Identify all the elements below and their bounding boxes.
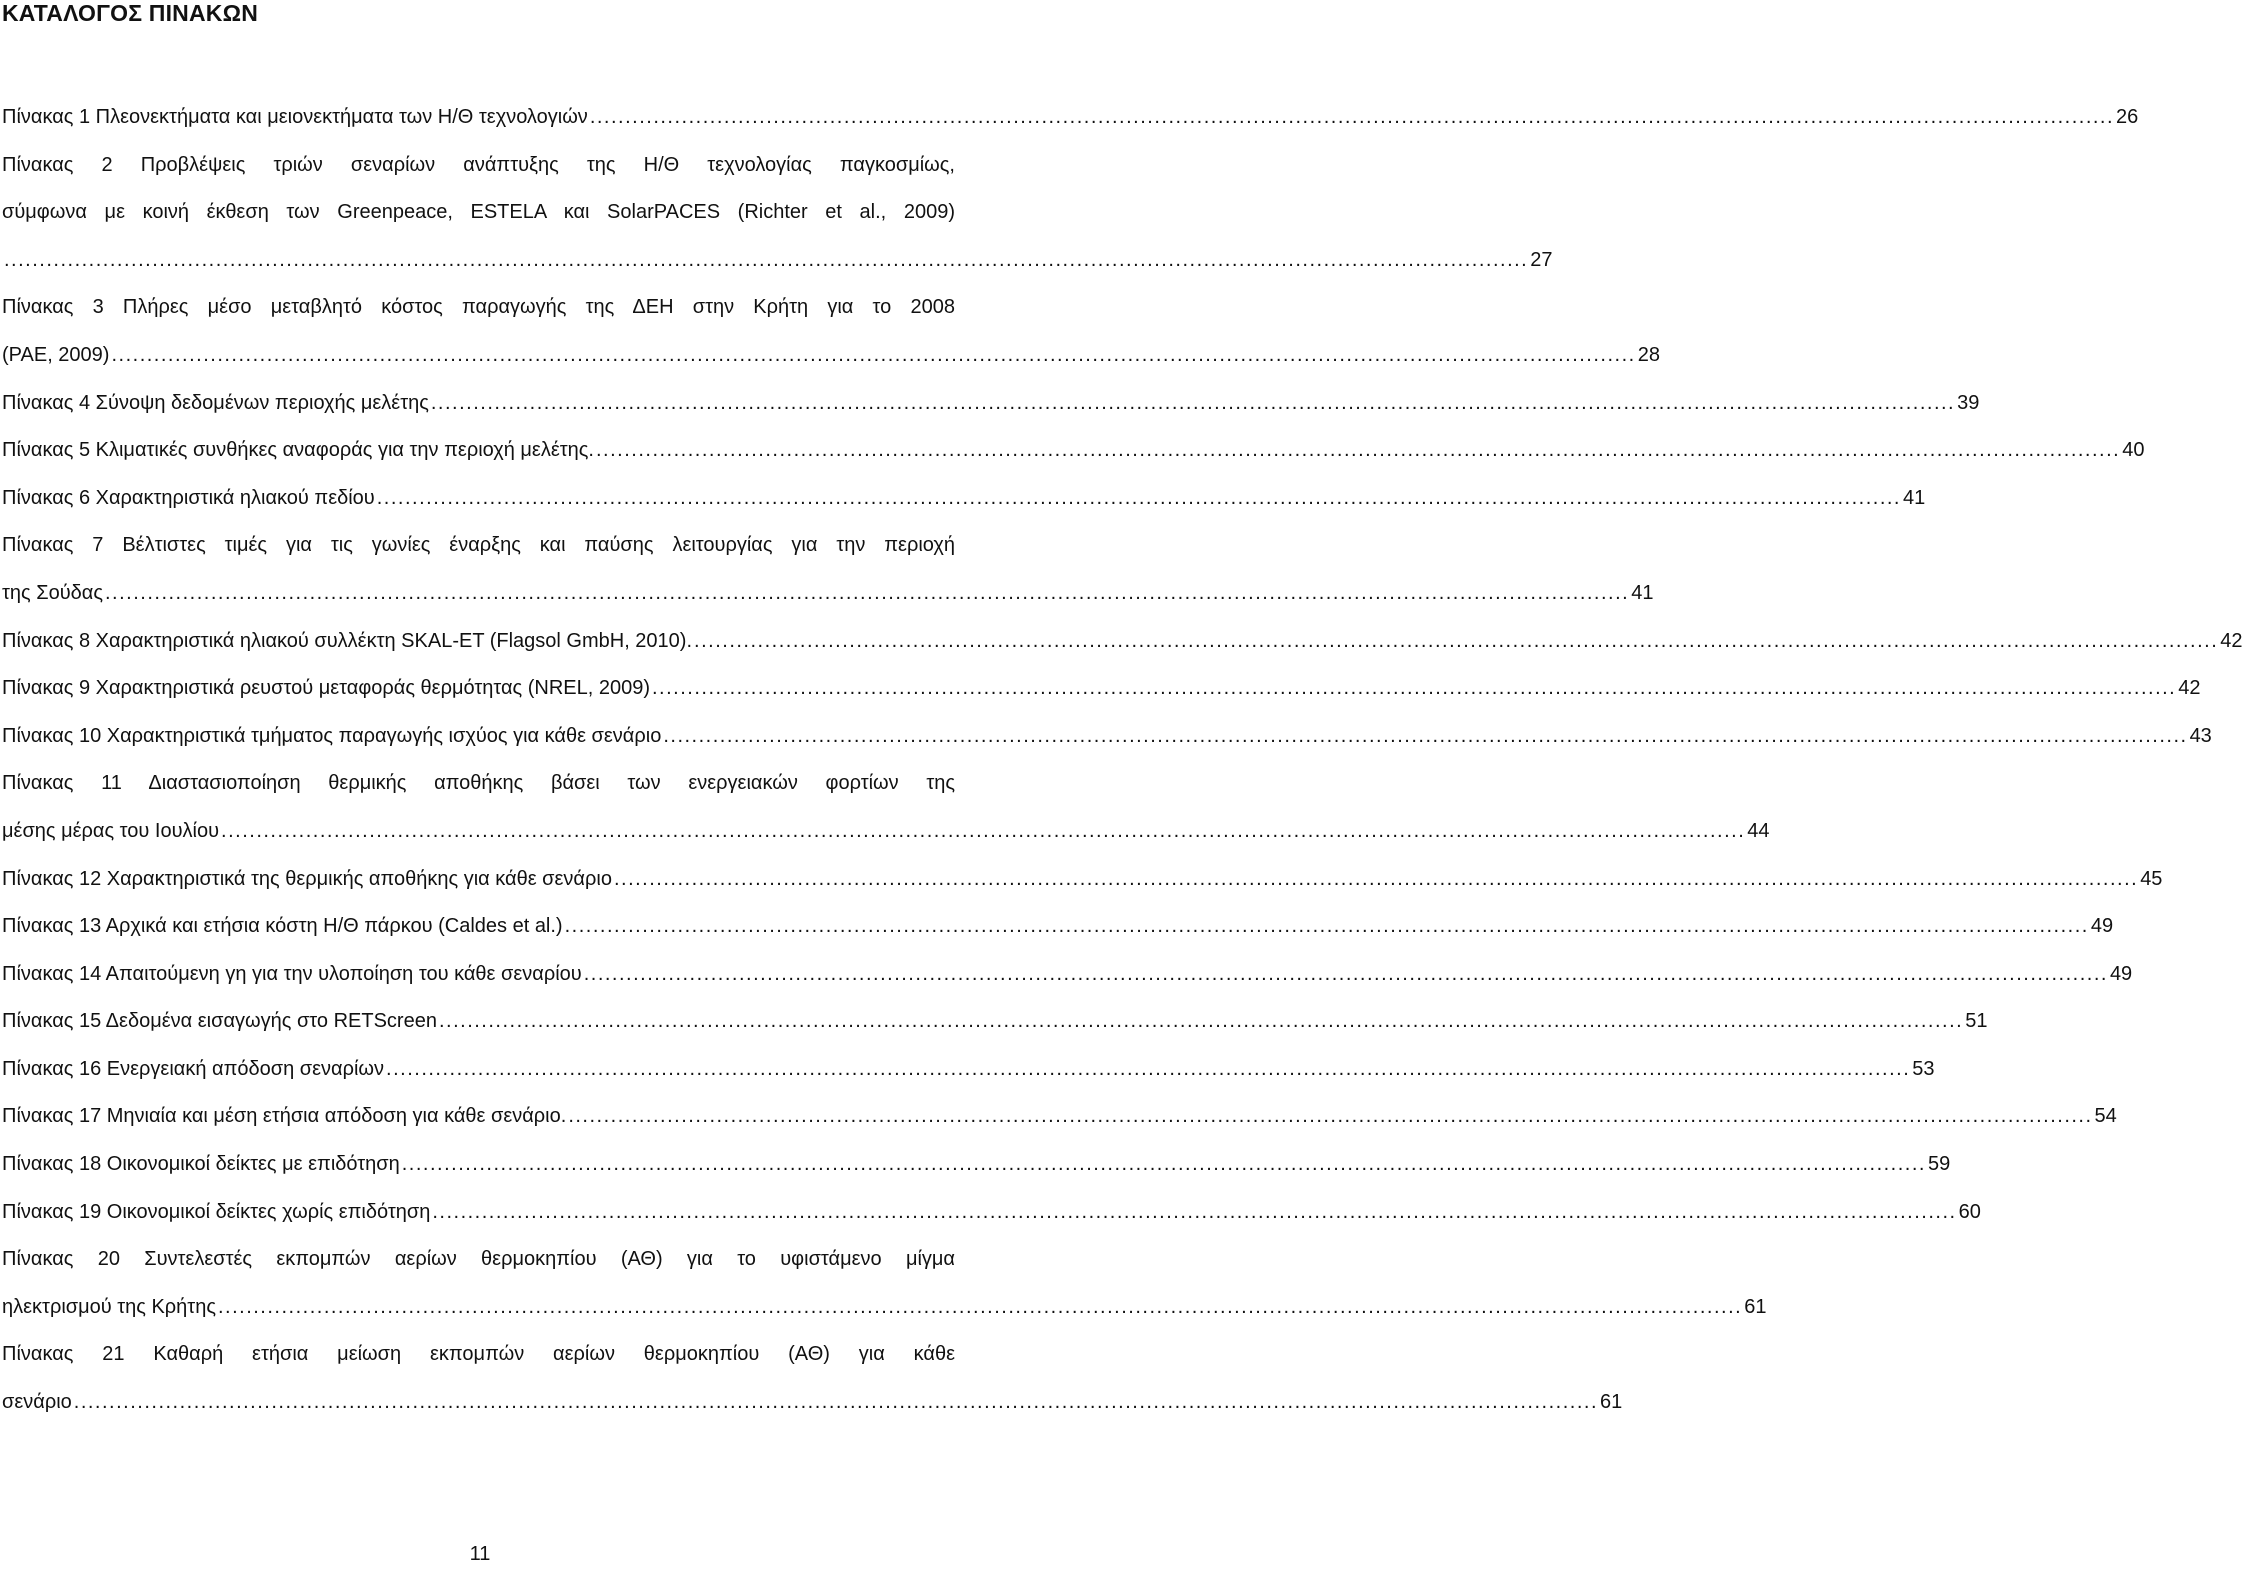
toc-entry-page: 49 bbox=[2090, 915, 2114, 938]
toc-entry-text: της Σούδας bbox=[2, 581, 103, 604]
toc-entry-13[interactable] bbox=[2, 903, 2114, 951]
toc-entry-page: 54 bbox=[2094, 1105, 2117, 1128]
toc-entry-page: 59 bbox=[1927, 1153, 1951, 1176]
toc-dot-leader bbox=[566, 1093, 2092, 1141]
toc-entry-text: Πίνακας 12 Χαρακτηριστικά της θερμικής αποθήκης για κάθε σενάριο bbox=[2, 867, 612, 890]
toc-entry-3-line2[interactable] bbox=[2, 332, 1660, 380]
toc-entry-7-line1[interactable]: Πίνακας 7 Βέλτιστες τιμές για τις γωνίες έναρξης και παύσης λειτουργίας για την περιοχή bbox=[2, 534, 955, 557]
toc-dot-leader bbox=[588, 94, 2114, 142]
toc-entry-page: 28 bbox=[1637, 343, 1660, 366]
toc-entry-17[interactable] bbox=[2, 1093, 2117, 1141]
toc-dot-leader bbox=[661, 713, 2187, 761]
toc-dot-leader bbox=[594, 427, 2120, 475]
toc-dot-leader bbox=[375, 475, 1901, 523]
table-of-contents bbox=[2, 94, 2243, 1427]
toc-entry-7-line2[interactable] bbox=[2, 570, 1654, 618]
toc-entry-21-line2[interactable] bbox=[2, 1379, 1623, 1427]
toc-dot-leader bbox=[219, 808, 1745, 856]
toc-entry-15[interactable] bbox=[2, 998, 1988, 1046]
toc-entry-page: 44 bbox=[1747, 819, 1770, 842]
toc-entry-4[interactable] bbox=[2, 380, 1980, 428]
toc-dot-leader bbox=[109, 332, 1635, 380]
toc-entry-text: Πίνακας 8 Χαρακτηριστικά ηλιακού συλλέκτη SKAL-ET (Flagsol GmbH, 2010). bbox=[2, 629, 693, 652]
toc-entry-16[interactable] bbox=[2, 1046, 1935, 1094]
toc-entry-2-line1[interactable]: Πίνακας 2 Προβλέψεις τριών σεναρίων ανάπτυξης της Η/Θ τεχνολογίας παγκοσμίως, bbox=[2, 153, 955, 176]
toc-entry-text: μέσης μέρας του Ιουλίου bbox=[2, 819, 220, 842]
toc-entry-page: 41 bbox=[1902, 486, 1926, 509]
toc-entry-page: 43 bbox=[2189, 724, 2212, 747]
toc-entry-text: Πίνακας 18 Οικονομικοί δείκτες με επιδότηση bbox=[2, 1153, 400, 1176]
toc-dot-leader bbox=[400, 1141, 1926, 1189]
toc-entry-10[interactable] bbox=[2, 713, 2212, 761]
toc-entry-page: 53 bbox=[1912, 1057, 1935, 1080]
toc-dot-leader bbox=[692, 618, 2218, 666]
toc-entry-page: 61 bbox=[1600, 1391, 1623, 1414]
toc-entry-text: σενάριο bbox=[2, 1391, 72, 1414]
toc-entry-page: 40 bbox=[2122, 439, 2145, 462]
toc-entry-11-line1[interactable]: Πίνακας 11 Διαστασιοποίηση θερμικής αποθήκης βάσει των ενεργειακών φορτίων της bbox=[2, 772, 955, 795]
toc-entry-text: Πίνακας 10 Χαρακτηριστικά τμήματος παραγωγής ισχύος για κάθε σενάριο bbox=[2, 724, 662, 747]
toc-dot-leader bbox=[384, 1046, 1910, 1094]
toc-entry-text: Πίνακας 4 Σύνοψη δεδομένων περιοχής μελέτης bbox=[2, 391, 429, 414]
toc-entry-page: 42 bbox=[2178, 677, 2201, 700]
toc-entry-14[interactable] bbox=[2, 951, 2133, 999]
toc-entry-text: Πίνακας 15 Δεδομένα εισαγωγής στο RETScreen bbox=[2, 1010, 437, 1033]
toc-entry-8[interactable] bbox=[2, 618, 2243, 666]
toc-entry-5[interactable] bbox=[2, 427, 2145, 475]
toc-entry-page: 61 bbox=[1744, 1295, 1767, 1318]
toc-entry-page: 60 bbox=[1958, 1200, 1981, 1223]
toc-dot-leader bbox=[612, 856, 2138, 904]
toc-entry-text: Πίνακας 19 Οικονομικοί δείκτες χωρίς επιδότηση bbox=[2, 1200, 431, 1223]
toc-dot-leader bbox=[2, 237, 1528, 285]
toc-entry-text: Πίνακας 6 Χαρακτηριστικά ηλιακού πεδίου bbox=[2, 486, 375, 509]
toc-entry-text: Πίνακας 14 Απαιτούμενη γη για την υλοποίηση του κάθε σεναρίου bbox=[2, 962, 582, 985]
toc-entry-20-line2[interactable] bbox=[2, 1284, 1767, 1332]
toc-dot-leader bbox=[103, 570, 1629, 618]
toc-entry-9[interactable] bbox=[2, 665, 2201, 713]
toc-entry-11-line2[interactable] bbox=[2, 808, 1770, 856]
toc-entry-2-line2[interactable]: σύμφωνα με κοινή έκθεση των Greenpeace, ESTELA και SolarPACES (Richter et al., 2009) bbox=[2, 201, 955, 224]
toc-entry-page: 27 bbox=[1530, 248, 1553, 271]
toc-dot-leader bbox=[650, 665, 2176, 713]
toc-entry-18[interactable] bbox=[2, 1141, 1951, 1189]
toc-entry-page: 26 bbox=[2116, 106, 2139, 128]
toc-entry-page: 49 bbox=[2109, 962, 2133, 985]
toc-entry-text: Πίνακας 9 Χαρακτηριστικά ρευστού μεταφοράς θερμότητας (NREL, 2009) bbox=[2, 677, 650, 700]
toc-entry-19[interactable] bbox=[2, 1189, 1981, 1237]
toc-entry-text: Πίνακας 16 Ενεργειακή απόδοση σεναρίων bbox=[2, 1057, 385, 1080]
toc-entry-text: Πίνακας 1 Πλεονεκτήματα και μειονεκτήματα των Η/Θ τεχνολογιών bbox=[2, 106, 588, 128]
toc-dot-leader bbox=[437, 998, 1963, 1046]
toc-dot-leader bbox=[582, 951, 2108, 999]
page-title: ΚΑΤΑΛΟΓΟΣ ΠΙΝΑΚΩΝ bbox=[2, 0, 259, 26]
toc-entry-text: (ΡΑΕ, 2009) bbox=[2, 343, 110, 366]
toc-entry-text: Πίνακας 17 Μηνιαία και μέση ετήσια απόδοση για κάθε σενάριο. bbox=[2, 1105, 567, 1128]
toc-entry-page: 39 bbox=[1957, 391, 1980, 414]
toc-entry-page: 42 bbox=[2220, 629, 2243, 652]
toc-entry-page: 51 bbox=[1965, 1010, 1988, 1033]
page-number: 11 bbox=[469, 1543, 491, 1565]
toc-dot-leader bbox=[72, 1379, 1598, 1427]
toc-entry-1[interactable] bbox=[2, 94, 2139, 142]
toc-entry-page: 41 bbox=[1631, 581, 1654, 604]
toc-entry-20-line1[interactable]: Πίνακας 20 Συντελεστές εκπομπών αερίων θερμοκηπίου (ΑΘ) για το υφιστάμενο μίγμα bbox=[2, 1248, 955, 1271]
toc-dot-leader bbox=[216, 1284, 1742, 1332]
toc-entry-6[interactable] bbox=[2, 475, 1926, 523]
toc-entry-2-line3[interactable] bbox=[2, 237, 1553, 285]
toc-entry-12[interactable] bbox=[2, 856, 2163, 904]
toc-entry-text: Πίνακας 13 Αρχικά και ετήσια κόστη Η/Θ πάρκου (Caldes et al.) bbox=[2, 915, 563, 938]
toc-entry-text: ηλεκτρισμού της Κρήτης bbox=[2, 1295, 216, 1318]
toc-entry-21-line1[interactable]: Πίνακας 21 Καθαρή ετήσια μείωση εκπομπών αερίων θερμοκηπίου (ΑΘ) για κάθε bbox=[2, 1343, 955, 1366]
toc-dot-leader bbox=[429, 380, 1955, 428]
toc-dot-leader bbox=[430, 1189, 1956, 1237]
toc-entry-3-line1[interactable]: Πίνακας 3 Πλήρες μέσο μεταβλητό κόστος παραγωγής της ΔΕΗ στην Κρήτη για το 2008 bbox=[2, 296, 955, 319]
toc-entry-text: Πίνακας 5 Κλιματικές συνθήκες αναφοράς για την περιοχή μελέτης. bbox=[2, 439, 594, 462]
toc-dot-leader bbox=[563, 903, 2089, 951]
toc-entry-page: 45 bbox=[2140, 867, 2163, 890]
